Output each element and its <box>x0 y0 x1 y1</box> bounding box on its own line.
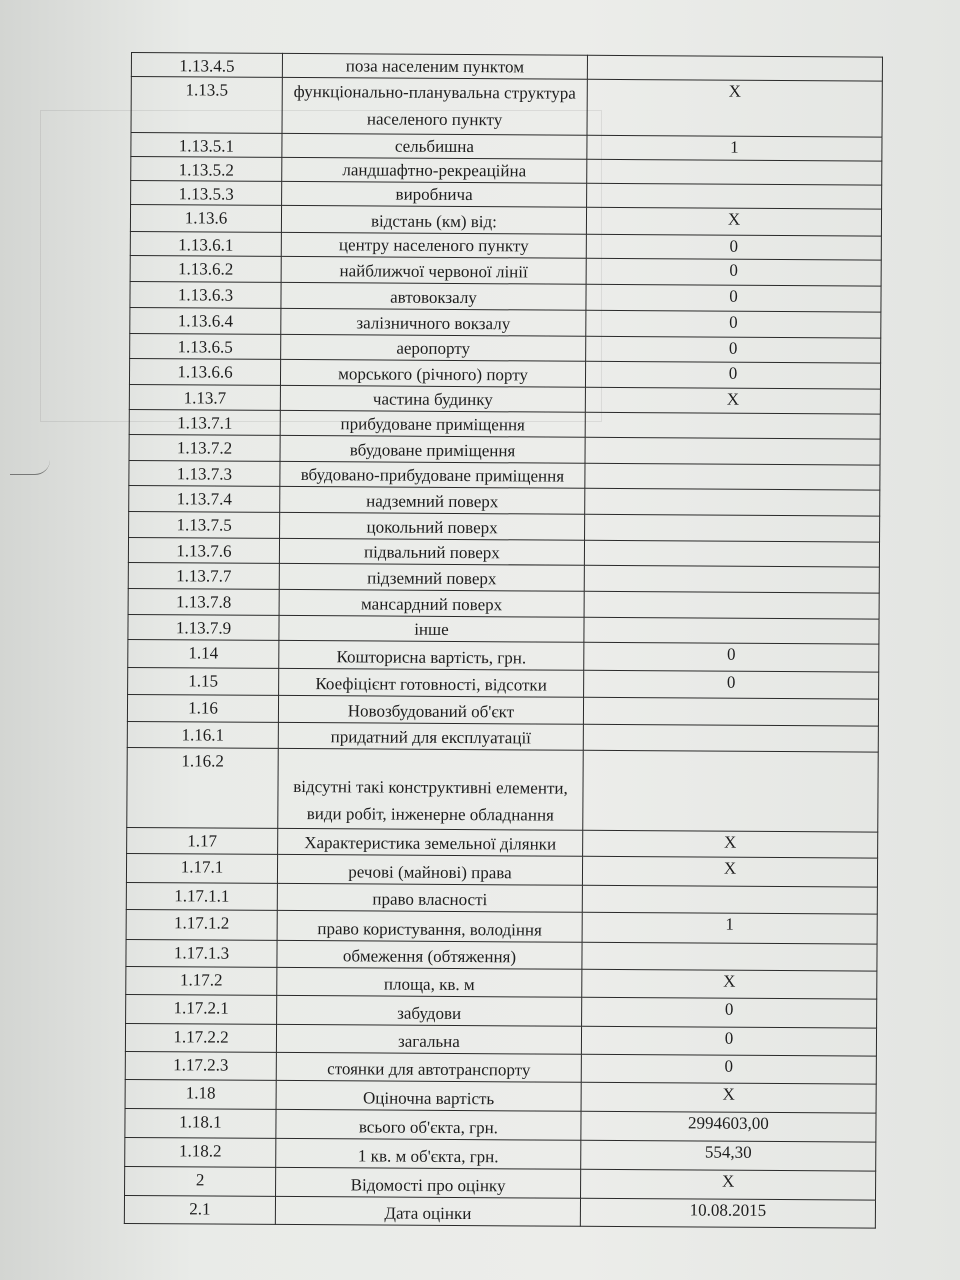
row-code: 1.13.5.2 <box>131 157 282 182</box>
row-label: підвальний поверх <box>279 538 584 565</box>
row-code: 1.17.2.3 <box>125 1051 276 1080</box>
row-value <box>587 183 882 209</box>
row-value: 10.08.2015 <box>580 1198 875 1228</box>
row-label: Відомості про оцінку <box>276 1167 581 1198</box>
table-row <box>124 1195 875 1228</box>
row-value <box>584 540 879 567</box>
row-code: 1.17.2.2 <box>125 1023 276 1052</box>
row-code: 1.13.6.4 <box>130 307 281 334</box>
row-code: 1.18.1 <box>125 1108 276 1138</box>
row-code: 1.13.7.8 <box>128 588 279 615</box>
row-label: право власності <box>277 883 582 912</box>
row-value <box>585 412 880 439</box>
row-label: мансардний поверх <box>279 589 584 617</box>
row-code: 1.13.7.3 <box>129 460 280 486</box>
table-row <box>131 77 882 138</box>
row-value: 0 <box>581 1026 876 1056</box>
row-label: функціонально-планувальна структура населеного пункту <box>282 77 587 135</box>
row-code: 1.13.7.2 <box>129 434 280 461</box>
row-label: обмеження (обтяження) <box>277 940 582 969</box>
row-label: право користування, володіння <box>277 910 582 942</box>
row-label: морського (річного) порту <box>280 359 585 387</box>
row-label: відсутні такі конструктивні елементи, види робіт, інженерне обладнання <box>278 748 583 830</box>
table-row <box>125 1079 876 1113</box>
row-value: 0 <box>586 284 881 312</box>
row-code: 1.13.5.1 <box>131 133 282 158</box>
row-label: вбудовано-прибудоване приміщення <box>280 461 585 488</box>
row-code: 1.13.6.1 <box>130 231 281 256</box>
row-value: 1 <box>582 912 877 944</box>
row-code: 1.16.1 <box>127 721 278 748</box>
row-value <box>582 885 877 914</box>
row-label: залізничного вокзалу <box>281 308 586 336</box>
row-value: Х <box>585 387 880 414</box>
row-label: придатний для експлуатації <box>278 722 583 750</box>
row-value <box>587 159 882 185</box>
row-value <box>584 591 879 619</box>
row-value: 0 <box>582 997 877 1028</box>
row-label: сельбишна <box>282 133 587 159</box>
row-code: 1.16.2 <box>127 747 278 828</box>
table-row <box>125 1023 876 1056</box>
row-code: 1.13.6 <box>130 205 281 233</box>
row-label: аеропорту <box>281 334 586 361</box>
row-value: 1 <box>587 135 882 161</box>
row-value <box>583 750 878 832</box>
row-label: забудови <box>277 995 582 1026</box>
row-code: 1.15 <box>128 667 279 695</box>
row-code: 1.13.7.4 <box>129 485 280 512</box>
row-value <box>585 437 880 465</box>
row-label: ландшафтно-рекреаційна <box>282 157 587 183</box>
row-code: 1.14 <box>128 639 279 668</box>
row-code: 1.13.7 <box>129 384 280 410</box>
row-label: Дата оцінки <box>275 1196 580 1226</box>
row-label: стоянки для автотранспорту <box>276 1052 581 1082</box>
row-value <box>584 565 879 593</box>
row-value <box>585 514 880 542</box>
row-code: 2 <box>125 1166 276 1196</box>
table-row <box>125 1137 876 1171</box>
table-row <box>126 994 877 1028</box>
row-code: 1.13.5.3 <box>131 181 282 206</box>
table-row <box>126 853 877 887</box>
row-code: 1.17.2 <box>126 966 277 995</box>
row-label: поза населеним пунктом <box>282 53 587 79</box>
row-label: прибудоване приміщення <box>280 410 585 437</box>
row-value <box>582 942 877 971</box>
row-value: 0 <box>585 361 880 389</box>
table-row <box>126 909 877 944</box>
row-label: 1 кв. м об'єкта, грн. <box>276 1138 581 1169</box>
row-value <box>585 488 880 516</box>
row-label: вбудоване приміщення <box>280 435 585 463</box>
row-value: 2994603,00 <box>581 1111 876 1142</box>
row-label: речові (майнові) права <box>277 854 582 885</box>
row-label: підземний поверх <box>279 563 584 591</box>
row-value <box>585 463 880 490</box>
row-label: загальна <box>276 1024 581 1054</box>
row-code: 1.13.6.6 <box>129 358 280 385</box>
row-label: частина будинку <box>280 385 585 412</box>
row-label: Коефіцієнт готовності, відсотки <box>279 668 584 697</box>
row-value: 0 <box>586 234 881 260</box>
table-row <box>126 966 877 999</box>
row-code: 1.16 <box>127 694 278 722</box>
row-value <box>584 617 879 644</box>
row-label: Характеристика земельної ділянки <box>278 828 583 856</box>
table-row <box>125 1051 876 1084</box>
row-code: 1.13.4.5 <box>131 53 282 78</box>
row-code: 1.13.7.7 <box>128 562 279 589</box>
row-code: 2.1 <box>124 1195 275 1224</box>
row-value: 554,30 <box>581 1140 876 1171</box>
table-row <box>127 747 878 832</box>
row-code: 1.17 <box>127 827 278 854</box>
row-label: відстань (км) від: <box>281 205 586 234</box>
row-value: Х <box>581 1082 876 1113</box>
row-value <box>583 697 878 726</box>
row-value: 0 <box>584 642 879 672</box>
row-value: 0 <box>586 258 881 286</box>
row-code: 1.13.7.1 <box>129 409 280 435</box>
row-code: 1.13.6.2 <box>130 255 281 282</box>
row-code: 1.13.5 <box>131 77 282 134</box>
row-value: Х <box>582 856 877 887</box>
row-label: найближчої червоної лінії <box>281 256 586 284</box>
row-code: 1.18.2 <box>125 1137 276 1167</box>
row-code: 1.17.1.1 <box>126 882 277 910</box>
pen-mark <box>10 460 50 475</box>
row-value: Х <box>582 969 877 999</box>
row-value <box>583 724 878 752</box>
row-label: Кошторисна вартість, грн. <box>279 640 584 670</box>
row-label: центру населеного пункту <box>281 232 586 258</box>
row-label: цокольний поверх <box>280 512 585 540</box>
row-value: Х <box>583 830 878 858</box>
row-code: 1.13.6.5 <box>130 333 281 359</box>
table-row <box>125 1108 876 1142</box>
row-value: 0 <box>584 670 879 699</box>
row-code: 1.17.1 <box>126 853 277 883</box>
row-code: 1.17.1.2 <box>126 909 277 940</box>
row-value: 0 <box>581 1054 876 1084</box>
row-label: інше <box>279 615 584 642</box>
assessment-table <box>124 52 883 1229</box>
row-label: площа, кв. м <box>277 967 582 997</box>
row-code: 1.17.1.3 <box>126 939 277 967</box>
row-value: 0 <box>586 310 881 338</box>
row-label: всього об'єкта, грн. <box>276 1109 581 1140</box>
row-label: Новозбудований об'єкт <box>278 695 583 724</box>
row-code: 1.13.7.5 <box>129 511 280 538</box>
row-value: Х <box>587 79 882 137</box>
row-value <box>587 55 882 81</box>
table-row <box>125 1166 876 1200</box>
assessment-table-body <box>124 53 882 1229</box>
row-code: 1.18 <box>125 1079 276 1109</box>
row-value: Х <box>586 207 881 236</box>
row-value: 0 <box>586 336 881 363</box>
row-value: Х <box>581 1169 876 1200</box>
row-label: автовокзалу <box>281 282 586 310</box>
row-code: 1.13.7.9 <box>128 614 279 640</box>
row-code: 1.13.7.6 <box>128 537 279 563</box>
row-label: Оціночна вартість <box>276 1080 581 1111</box>
row-label: виробнича <box>282 181 587 207</box>
row-code: 1.17.2.1 <box>126 994 277 1024</box>
row-code: 1.13.6.3 <box>130 281 281 308</box>
row-label: надземний поверх <box>280 486 585 514</box>
